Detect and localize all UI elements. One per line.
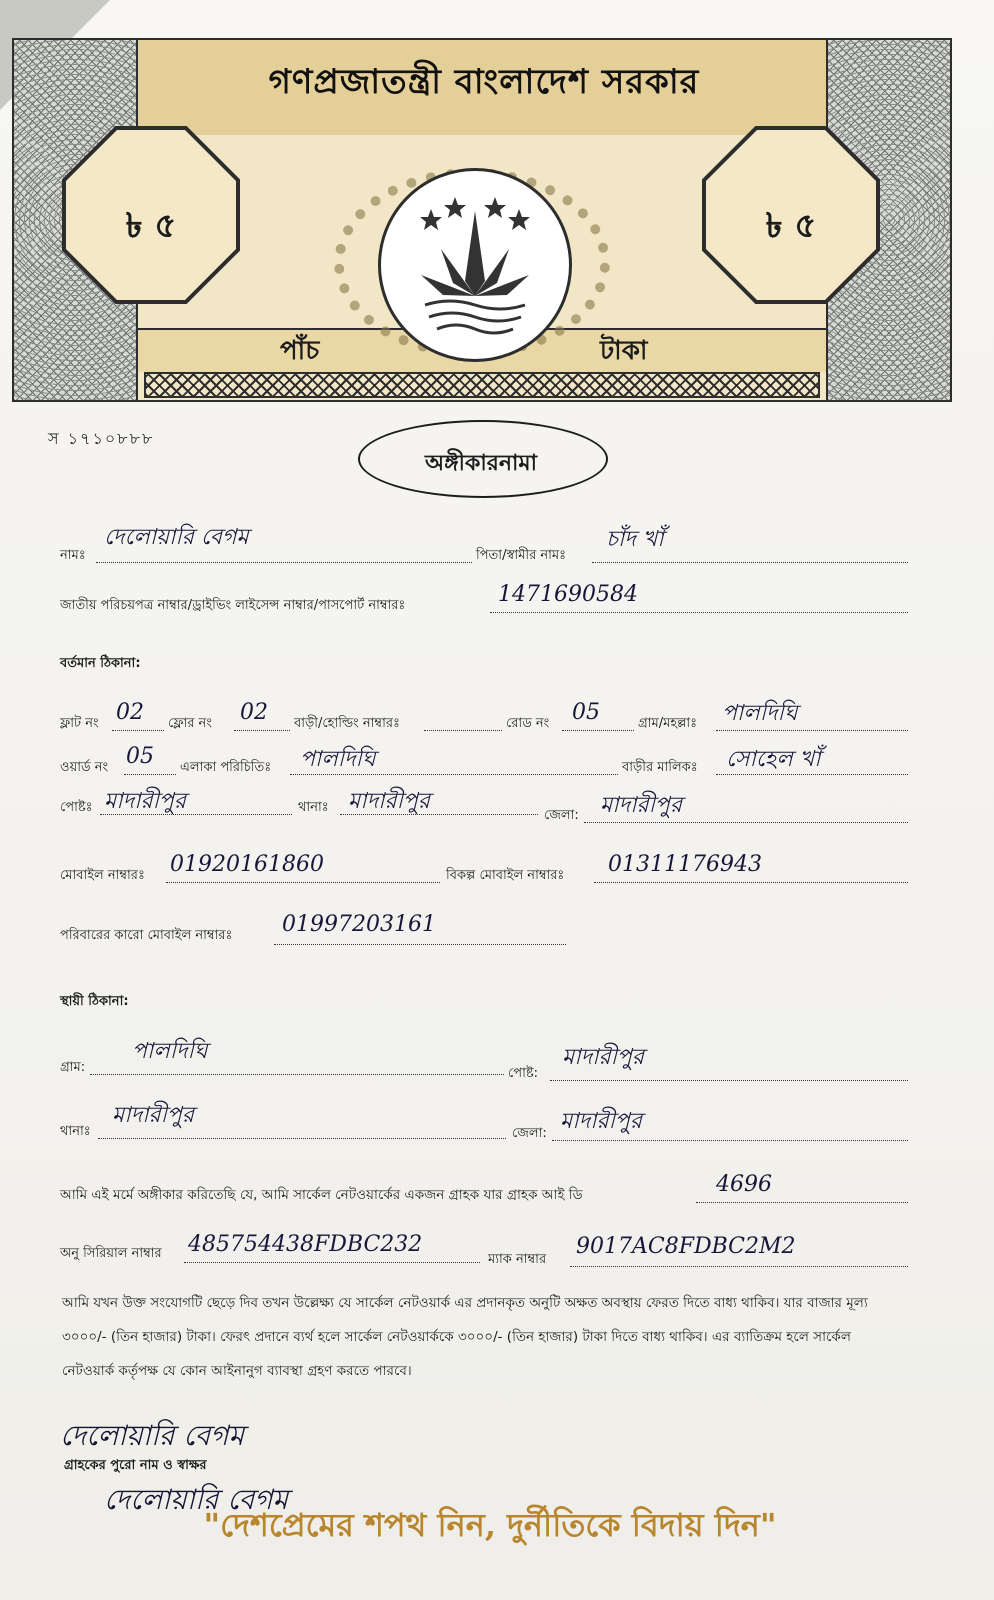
mobile-label: মোবাইল নাম্বারঃ <box>60 868 145 883</box>
owner-value: সোহেল খাঁ <box>726 747 821 772</box>
value-word-left: পাঁচ <box>280 336 320 366</box>
value-word-right: টাকা <box>600 336 648 366</box>
agreement-statement: আমি এই মর্মে অঙ্গীকার করিতেছি যে, আমি সার্কেল নেটওয়ার্কের একজন গ্রাহক যার গ্রাহক আই ডি <box>60 1187 583 1203</box>
perm-post-value: মাদারীপুর <box>562 1045 644 1070</box>
page-title: অঙ্গীকারনামা <box>425 451 537 476</box>
flat-label: ফ্লাট নং <box>60 716 99 731</box>
customer-signature-name: দেলোয়ারি বেগম <box>60 1419 245 1452</box>
value-numeral-right: ৳ ৫ <box>765 206 817 246</box>
alt-mobile-value: 01311176943 <box>608 852 762 877</box>
customer-id-value: 4696 <box>716 1172 772 1197</box>
village-label: গ্রাম/মহল্লাঃ <box>638 716 698 731</box>
family-mobile-value: 01997203161 <box>282 912 436 937</box>
name-label: নামঃ <box>60 548 86 563</box>
onu-serial-value: 485754438FDBC232 <box>188 1232 423 1257</box>
chain-border <box>144 372 820 398</box>
customer-signature: দেলোয়ারি বেগম <box>104 1483 289 1516</box>
district-label: জেলা: <box>544 808 579 823</box>
mac-value: 9017AC8FDBC2M2 <box>576 1234 796 1259</box>
road-label: রোড নং <box>506 716 550 731</box>
nid-value: 1471690584 <box>498 582 638 607</box>
district-value: মাদারীপুর <box>600 793 682 818</box>
ward-value: 05 <box>126 744 154 769</box>
ward-label: ওয়ার্ড নং <box>60 760 109 775</box>
stamp-header <box>12 38 952 402</box>
perm-district-label: জেলা: <box>512 1126 547 1141</box>
post-label: পোষ্টঃ <box>60 800 93 815</box>
serial-number: স ১৭১০৮৮৮ <box>48 429 155 448</box>
owner-label: বাড়ীর মালিকঃ <box>622 760 698 775</box>
village-value: পালদিঘি <box>722 701 798 726</box>
perm-thana-value: মাদারীপুর <box>112 1103 194 1128</box>
floor-label: ফ্লোর নং <box>168 716 212 731</box>
post-value: মাদারীপুর <box>104 789 186 814</box>
onu-serial-label: অনু সিরিয়াল নাম্বার <box>60 1246 162 1261</box>
national-emblem-icon <box>378 168 572 362</box>
family-mobile-label: পরিবারের কারো মোবাইল নাম্বারঃ <box>60 928 233 943</box>
perm-village-value: পালদিঘি <box>132 1039 208 1064</box>
thana-label: থানাঃ <box>298 800 329 815</box>
mac-label: ম্যাক নাম্বার <box>488 1252 547 1267</box>
name-value: দেলোয়ারি বেগম <box>104 525 249 550</box>
agreement-paragraph: আমি যখন উক্ত সংযোগটি ছেড়ে দিব তখন উল্লেক্ষ্য যে সার্কেল নেটওয়ার্ক এর প্রদানকৃত অনুটি অক্ষত অবস্থায় ফেরত দিতে বাধ্য থাকিব। যার বাজার মূল্য ৩০০০/- (তিন হাজার) টাকা। ফেরৎ প্রদানে ব্যর্থ হলে সার্কেল নেটওয়ার্ককে ৩০০০/- (তিন হাজার) টাকা দিতে বাধ্য থাকিব। এর ব্যাতিক্রম হলে সার্কেল নেটওয়ার্ক কর্তৃপক্ষ যে কোন আইনানুগ ব্যাবস্থা গ্রহণ করতে পারবে। <box>62 1295 868 1379</box>
road-value: 05 <box>572 700 600 725</box>
house-label: বাড়ী/হোল্ডিং নাম্বারঃ <box>294 716 400 731</box>
present-address-heading: বর্তমান ঠিকানা: <box>60 656 141 671</box>
father-value: চাঁদ খাঁ <box>606 527 664 552</box>
thana-value: মাদারীপুর <box>348 789 430 814</box>
nid-label: জাতীয় পরিচয়পত্র নাম্বার/ড্রাইভিং লাইসেন্স নাম্বার/পাসপোর্ট নাম্বারঃ <box>60 598 406 613</box>
area-label: এলাকা পরিচিতিঃ <box>180 760 272 775</box>
alt-mobile-label: বিকল্প মোবাইল নাম্বারঃ <box>446 868 565 883</box>
perm-village-label: গ্রাম: <box>60 1060 86 1075</box>
mobile-value: 01920161860 <box>170 852 324 877</box>
value-numeral-left: ৳ ৫ <box>125 206 177 246</box>
father-label: পিতা/স্বামীর নামঃ <box>476 548 567 563</box>
flat-value: 02 <box>116 700 144 725</box>
perm-thana-label: থানাঃ <box>60 1124 91 1139</box>
perm-post-label: পোষ্ট: <box>508 1066 539 1081</box>
slogan: "দেশপ্রেমের শপথ নিন, দুর্নীতিকে বিদায় দিন" <box>203 1506 777 1544</box>
floor-value: 02 <box>240 700 268 725</box>
area-value: পালদিঘি <box>300 747 376 772</box>
perm-district-value: মাদারীপুর <box>560 1109 642 1134</box>
permanent-address-heading: স্থায়ী ঠিকানা: <box>60 994 129 1009</box>
signature-caption: গ্রাহকের পুরো নাম ও স্বাক্ষর <box>64 1458 207 1473</box>
stamp-title: গণপ্রজাতন্ত্রী বাংলাদেশ সরকার <box>268 62 700 102</box>
